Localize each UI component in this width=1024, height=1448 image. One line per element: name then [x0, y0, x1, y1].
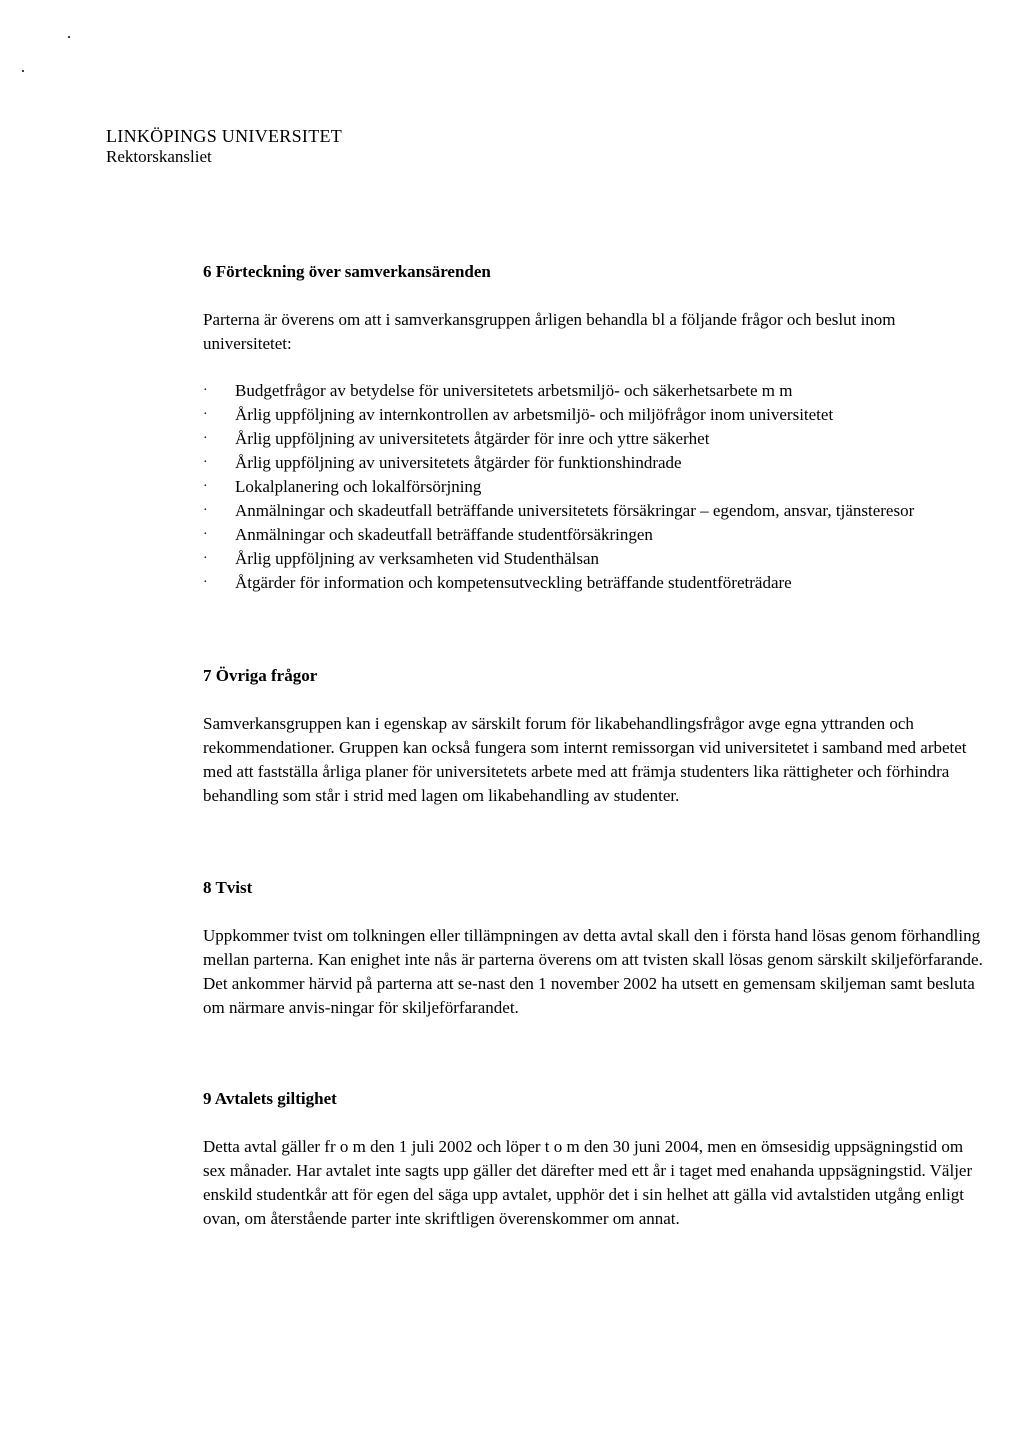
bullet-icon: ·	[203, 407, 208, 422]
section-6	[203, 262, 983, 595]
scan-speck	[22, 70, 24, 72]
scan-speck	[68, 36, 70, 38]
section-7	[203, 666, 983, 808]
bullet-icon: ·	[203, 431, 208, 446]
bullet-icon: ·	[203, 527, 208, 542]
section-body: Samverkansgruppen kan i egenskap av särskilt forum för likabehandlingsfrågor avge egna yttranden och rekommendationer. Gruppen kan också fungera som internt remissorgan vid universitetet i samband med arbetet med att fastställa årliga planer för universitetets arbete med att främja studenters lika rättigheter och förhindra behandling som står i strid med lagen om likabehandling av studenter.	[203, 714, 967, 805]
section-9	[203, 1089, 983, 1231]
bullet-icon: ·	[203, 383, 208, 398]
list-item	[203, 571, 983, 595]
list-item	[203, 427, 983, 451]
section-heading: 6 Förteckning över samverkansärenden	[203, 262, 491, 281]
section-heading: 9 Avtalets giltighet	[203, 1089, 337, 1108]
list-item-text: Åtgärder för information och kompetensutveckling beträffande studentföreträdare	[235, 573, 792, 592]
list-item-text: Årlig uppföljning av universitetets åtgärder för funktionshindrade	[235, 453, 682, 472]
list-item-text: Årlig uppföljning av verksamheten vid Studenthälsan	[235, 549, 600, 568]
section-heading: 8 Tvist	[203, 878, 253, 897]
list-item	[203, 547, 983, 571]
section-intro: Parterna är överens om att i samverkansgruppen årligen behandla bl a följande frågor och beslut inom universitetet:	[203, 310, 896, 353]
department-name: Rektorskansliet	[106, 147, 212, 166]
bullet-icon: ·	[203, 455, 208, 470]
section-body: Detta avtal gäller fr o m den 1 juli 2002 och löper t o m den 30 juni 2004, men en ömsesidig uppsägningstid om sex månader. Har avtalet inte sagts upp gäller det därefter med ett år i taget med enahanda uppsägningstid. Väljer enskild studentkår att för egen del säga upp avtalet, upphör det i sin helhet att gälla vid avtalstiden utgång enligt ovan, om återstående parter inte skriftligen överenskommer om annat.	[203, 1137, 973, 1228]
section-heading: 7 Övriga frågor	[203, 666, 318, 685]
list-item	[203, 523, 983, 547]
list-item	[203, 475, 983, 499]
list-item-text: Årlig uppföljning av universitetets åtgärder för inre och yttre säkerhet	[235, 429, 710, 448]
section-body: Uppkommer tvist om tolkningen eller tillämpningen av detta avtal skall den i första hand lösas genom förhandling mellan parterna. Kan enighet inte nås är parterna överens om att tvisten skall lösas genom särskilt skiljeförfarande. Det ankommer härvid på parterna att se-nast den 1 november 2002 ha utsett en gemensam skiljeman samt besluta om närmare anvis-ningar för skiljeförfarandet.	[203, 926, 983, 1017]
list-item-text: Årlig uppföljning av internkontrollen av arbetsmiljö- och miljöfrågor inom universitetet	[235, 405, 834, 424]
organization-name: LINKÖPINGS UNIVERSITET	[106, 126, 343, 146]
letterhead	[106, 126, 342, 168]
list-item-text: Lokalplanering och lokalförsörjning	[235, 477, 482, 496]
list-item-text: Anmälningar och skadeutfall beträffande universitetets försäkringar – egendom, ansvar, tjänsteresor	[235, 501, 915, 520]
section-8	[203, 878, 983, 1020]
list-item-text: Budgetfrågor av betydelse för universitetets arbetsmiljö- och säkerhetsarbete m m	[235, 381, 793, 400]
bullet-icon: ·	[203, 551, 208, 566]
list-item-text: Anmälningar och skadeutfall beträffande studentförsäkringen	[235, 525, 653, 544]
bullet-icon: ·	[203, 479, 208, 494]
topic-list	[203, 379, 983, 595]
list-item	[203, 499, 983, 523]
list-item	[203, 379, 983, 403]
bullet-icon: ·	[203, 575, 208, 590]
list-item	[203, 451, 983, 475]
bullet-icon: ·	[203, 503, 208, 518]
list-item	[203, 403, 983, 427]
